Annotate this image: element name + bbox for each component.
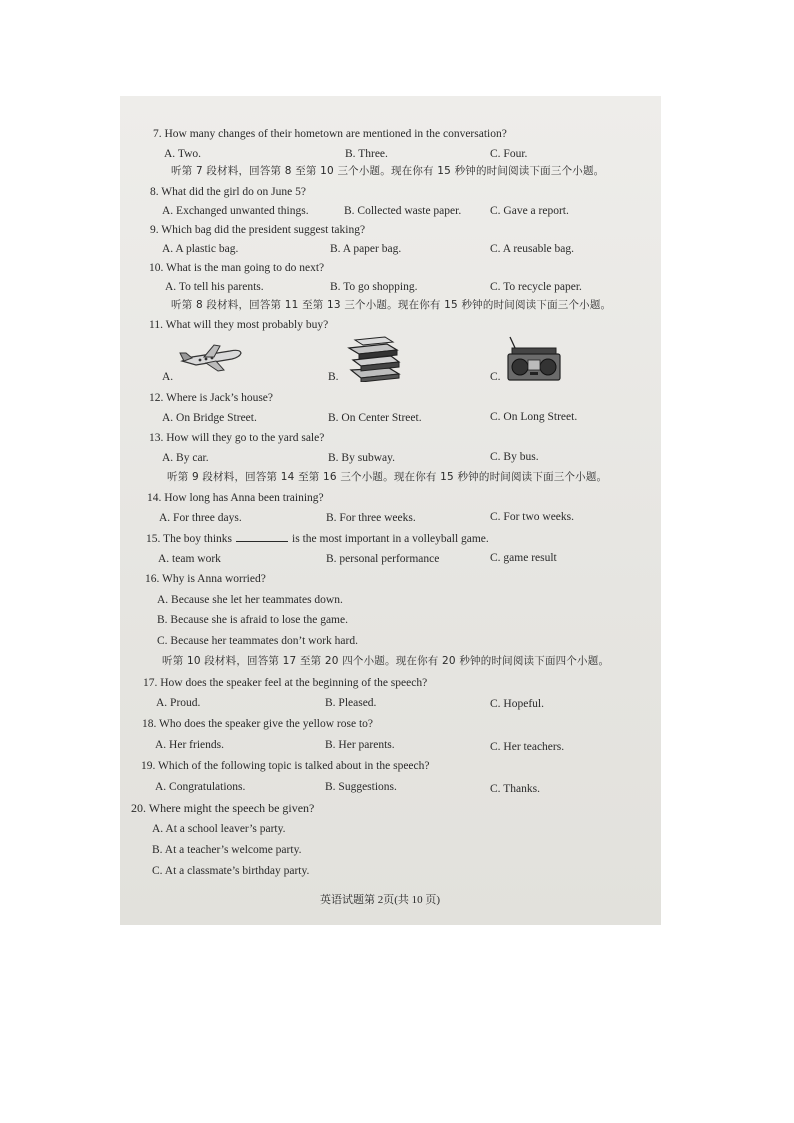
question-14-option-c: C. For two weeks. [490, 511, 575, 523]
question-7-option-b: B. Three. [345, 148, 388, 160]
question-12-option-b: B. On Center Street. [328, 412, 422, 424]
question-18-option-a: A. Her friends. [155, 739, 224, 751]
question-19-option-a: A. Congratulations. [155, 781, 246, 793]
question-14-option-a: A. For three days. [159, 512, 242, 524]
radio-cassette-player-icon [506, 336, 562, 382]
question-18-stem: 18. Who does the speaker give the yellow rose to? [142, 718, 373, 730]
question-15-option-b: B. personal performance [326, 553, 440, 565]
question-13-option-b: B. By subway. [328, 452, 395, 464]
question-16-stem: 16. Why is Anna worried? [145, 573, 266, 585]
question-10-option-b: B. To go shopping. [330, 281, 418, 293]
question-14-option-b: B. For three weeks. [326, 512, 416, 524]
question-8-option-a: A. Exchanged unwanted things. [162, 205, 309, 217]
question-13-option-a: A. By car. [162, 452, 209, 464]
question-8-option-b: B. Collected waste paper. [344, 205, 462, 217]
question-12-stem: 12. Where is Jack’s house? [149, 392, 274, 404]
question-20-option-c: C. At a classmate’s birthday party. [152, 865, 310, 877]
question-12-option-a: A. On Bridge Street. [162, 412, 257, 424]
question-13-option-c: C. By bus. [490, 451, 539, 463]
section-9-instructions: 听第 9 段材料，回答第 14 至第 16 三个小题。现在你有 15 秒钟的时间阅读下面三个小题。 [167, 471, 608, 483]
question-13-stem: 13. How will they go to the yard sale? [149, 432, 325, 444]
question-17-option-a: A. Proud. [156, 697, 201, 709]
section-7-instructions: 听第 7 段材料，回答第 8 至第 10 三个小题。现在你有 15 秒钟的时间阅读下面三个小题。 [171, 165, 605, 177]
question-16-option-b: B. Because she is afraid to lose the game. [157, 614, 348, 626]
question-15-option-c: C. game result [490, 552, 557, 564]
question-9-stem: 9. Which bag did the president suggest taking? [150, 224, 366, 236]
question-15-stem-end: is the most important in a volleyball game. [292, 533, 489, 545]
airplane-model-icon [178, 343, 244, 375]
question-20-option-b: B. At a teacher’s welcome party. [152, 844, 302, 856]
question-14-stem: 14. How long has Anna been training? [147, 492, 324, 504]
section-8-instructions: 听第 8 段材料，回答第 11 至第 13 三个小题。现在你有 15 秒钟的时间阅读下面三个小题。 [171, 299, 612, 311]
question-17-option-c: C. Hopeful. [490, 698, 544, 710]
question-7-option-c: C. Four. [490, 148, 528, 160]
question-20-option-a: A. At a school leaver’s party. [152, 823, 286, 835]
question-11-stem: 11. What will they most probably buy? [149, 319, 329, 331]
section-10-instructions: 听第 10 段材料，回答第 17 至第 20 四个小题。现在你有 20 秒钟的时间阅读下面四个小题。 [162, 655, 610, 667]
question-10-option-c: C. To recycle paper. [490, 281, 582, 293]
question-20-stem: 20. Where might the speech be given? [131, 801, 315, 815]
question-15-option-a: A. team work [158, 553, 221, 565]
stack-of-books-icon [345, 336, 403, 382]
question-16-option-a: A. Because she let her teammates down. [157, 594, 343, 606]
question-9-option-b: B. A paper bag. [330, 243, 402, 255]
question-9-option-a: A. A plastic bag. [162, 243, 239, 255]
question-16-option-c: C. Because her teammates don’t work hard. [157, 635, 358, 647]
question-11-option-a: A. [162, 371, 174, 383]
question-18-option-b: B. Her parents. [325, 739, 395, 751]
question-19-stem: 19. Which of the following topic is talked about in the speech? [141, 760, 430, 772]
question-15-stem-start: 15. The boy thinks [146, 533, 233, 545]
question-8-option-c: C. Gave a report. [490, 205, 569, 217]
question-18-option-c: C. Her teachers. [490, 741, 565, 753]
question-17-stem: 17. How does the speaker feel at the beginning of the speech? [143, 677, 428, 689]
question-19-option-c: C. Thanks. [490, 783, 540, 795]
question-19-option-b: B. Suggestions. [325, 781, 397, 793]
question-7-option-a: A. Two. [164, 148, 201, 160]
question-7-stem: 7. How many changes of their hometown are mentioned in the conversation? [153, 128, 507, 140]
question-12-option-c: C. On Long Street. [490, 411, 578, 423]
question-10-option-a: A. To tell his parents. [165, 281, 264, 293]
question-15-stem [146, 531, 489, 546]
question-11-option-b: B. [328, 371, 339, 383]
answer-blank [236, 531, 288, 542]
question-8-stem: 8. What did the girl do on June 5? [150, 186, 306, 198]
page-footer: 英语试题第 2页(共 10 页) [320, 894, 441, 906]
question-9-option-c: C. A reusable bag. [490, 243, 574, 255]
question-11-option-c: C. [490, 371, 501, 383]
question-17-option-b: B. Pleased. [325, 697, 377, 709]
exam-page [120, 96, 661, 925]
question-10-stem: 10. What is the man going to do next? [149, 262, 325, 274]
